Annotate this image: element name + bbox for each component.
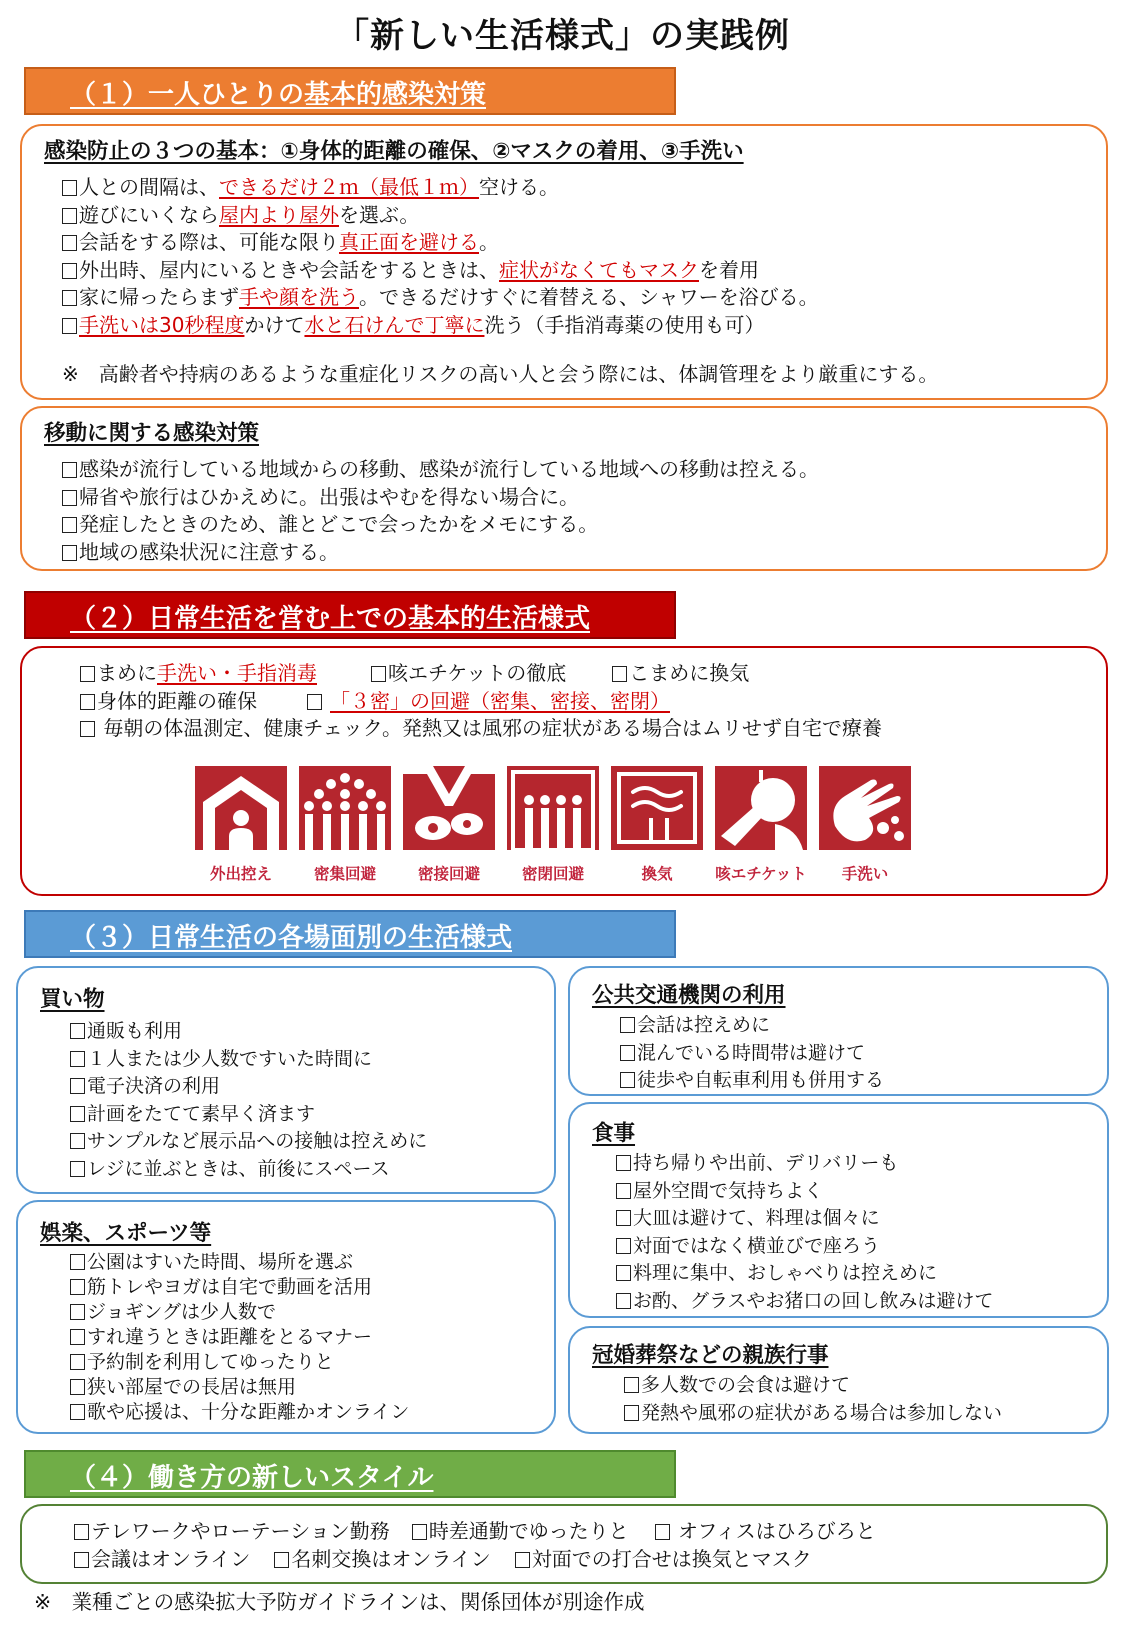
list-item: レジに並ぶときは、前後にスペース bbox=[70, 1156, 427, 1184]
checkbox[interactable] bbox=[80, 666, 95, 682]
section2-band bbox=[24, 591, 676, 639]
handwashing-icon bbox=[819, 766, 911, 850]
checkbox[interactable] bbox=[307, 694, 322, 710]
leisure-list bbox=[70, 1250, 409, 1425]
list-item: 手洗いは30秒程度かけて水と石けんで丁寧に洗う（手指消毒薬の使用も可） bbox=[62, 312, 819, 340]
work-style-list bbox=[74, 1518, 876, 1573]
list-item: 会話は控えめに bbox=[620, 1012, 884, 1040]
checkbox[interactable] bbox=[80, 721, 95, 737]
footnote: ※ 業種ごとの感染拡大予防ガイドラインは、関係団体が別途作成 bbox=[34, 1590, 645, 1614]
section4-band bbox=[24, 1450, 676, 1498]
list-item: 混んでいる時間帯は避けて bbox=[620, 1040, 884, 1068]
checkbox[interactable] bbox=[62, 208, 77, 224]
travel-list bbox=[62, 456, 819, 566]
transit-box bbox=[568, 966, 1109, 1096]
checkbox[interactable] bbox=[616, 1210, 631, 1226]
checkbox[interactable] bbox=[616, 1238, 631, 1254]
travel-box bbox=[20, 406, 1108, 571]
checkbox[interactable] bbox=[62, 517, 77, 533]
icon-label: 密集回避 bbox=[313, 865, 376, 883]
checkbox[interactable] bbox=[62, 235, 77, 251]
list-item: 発熱や風邪の症状がある場合は参加しない bbox=[624, 1400, 1002, 1428]
checkbox[interactable] bbox=[70, 1078, 85, 1094]
list-item: 発症したときのため、誰とどこで会ったかをメモにする。 bbox=[62, 511, 819, 539]
basic-lifestyle-box bbox=[20, 646, 1108, 896]
basics-note: ※ 高齢者や持病のあるような重症化リスクの高い人と会う際には、体調管理をより厳重にする。 bbox=[62, 362, 939, 386]
list-item: テレワークやローテーション勤務 時差通勤でゆったりと オフィスはひろびろと bbox=[74, 1518, 876, 1546]
checkbox[interactable] bbox=[70, 1279, 85, 1295]
list-item: 電子決済の利用 bbox=[70, 1073, 427, 1101]
checkbox[interactable] bbox=[624, 1377, 639, 1393]
list-item: 多人数での会食は避けて bbox=[624, 1372, 1002, 1400]
leisure-heading: 娯楽、スポーツ等 bbox=[40, 1221, 212, 1246]
basics-box bbox=[20, 124, 1108, 400]
list-item: 感染が流行している地域からの移動、感染が流行している地域への移動は控える。 bbox=[62, 456, 819, 484]
ceremonies-heading: 冠婚葬祭などの親族行事 bbox=[592, 1343, 829, 1368]
list-item: １人または少人数ですいた時間に bbox=[70, 1046, 427, 1074]
list-item: 徒歩や自転車利用も併用する bbox=[620, 1067, 884, 1095]
basics-list bbox=[62, 174, 819, 339]
checkbox[interactable] bbox=[70, 1304, 85, 1320]
list-item: 予約制を利用してゆったりと bbox=[70, 1350, 409, 1375]
icon-label: 密接回避 bbox=[417, 865, 480, 883]
checkbox[interactable] bbox=[274, 1552, 289, 1568]
list-item: ジョギングは少人数で bbox=[70, 1300, 409, 1325]
ventilation-icon bbox=[611, 766, 703, 850]
checkbox[interactable] bbox=[70, 1133, 85, 1149]
basic-lifestyle-list bbox=[80, 660, 882, 743]
list-item: 公園はすいた時間、場所を選ぶ bbox=[70, 1250, 409, 1275]
list-item: 屋外空間で気持ちよく bbox=[616, 1178, 993, 1206]
travel-heading: 移動に関する感染対策 bbox=[44, 421, 260, 446]
list-item: 外出時、屋内にいるときや会話をするときは、症状がなくてもマスクを着用 bbox=[62, 257, 819, 285]
section4-title: （４）働き方の新しいスタイル bbox=[70, 1463, 434, 1493]
list-item: 大皿は避けて、料理は個々に bbox=[616, 1205, 993, 1233]
icon-label: 外出控え bbox=[209, 865, 272, 883]
list-item: 遊びにいくなら屋内より屋外を選ぶ。 bbox=[62, 202, 819, 230]
checkbox[interactable] bbox=[616, 1183, 631, 1199]
checkbox[interactable] bbox=[80, 694, 95, 710]
ceremonies-box bbox=[568, 1326, 1109, 1434]
checkbox[interactable] bbox=[74, 1524, 89, 1540]
icon-label: 咳エチケット bbox=[715, 865, 807, 883]
checkbox[interactable] bbox=[62, 318, 77, 334]
icon-label: 換気 bbox=[641, 865, 673, 883]
checkbox[interactable] bbox=[70, 1051, 85, 1067]
checkbox[interactable] bbox=[70, 1379, 85, 1395]
list-item: 歌や応援は、十分な距離かオンライン bbox=[70, 1400, 409, 1425]
checkbox[interactable] bbox=[612, 666, 627, 682]
checkbox[interactable] bbox=[515, 1552, 530, 1568]
list-item: すれ違うときは距離をとるマナー bbox=[70, 1325, 409, 1350]
checkbox[interactable] bbox=[620, 1072, 635, 1088]
checkbox[interactable] bbox=[62, 490, 77, 506]
list-item: お酌、グラスやお猪口の回し飲みは避けて bbox=[616, 1288, 993, 1316]
list-item: 通販も利用 bbox=[70, 1018, 427, 1046]
checkbox[interactable] bbox=[70, 1404, 85, 1420]
list-item: 地域の感染状況に注意する。 bbox=[62, 539, 819, 567]
list-item: 人との間隔は、できるだけ２ｍ（最低１ｍ）空ける。 bbox=[62, 174, 819, 202]
list-item: 会議はオンライン 名刺交換はオンライン 対面での打合せは換気とマスク bbox=[74, 1546, 876, 1574]
shopping-heading: 買い物 bbox=[40, 987, 105, 1012]
work-style-box bbox=[20, 1504, 1108, 1584]
avoid-crowds-icon bbox=[299, 766, 391, 850]
shopping-list bbox=[70, 1018, 427, 1183]
section3-title: （３）日常生活の各場面別の生活様式 bbox=[70, 923, 513, 953]
list-item: 身体的距離の確保 「３密」の回避（密集、密接、密閉） bbox=[80, 688, 882, 716]
checkbox[interactable] bbox=[70, 1329, 85, 1345]
checkbox[interactable] bbox=[620, 1045, 635, 1061]
checkbox[interactable] bbox=[616, 1293, 631, 1309]
checkbox[interactable] bbox=[412, 1524, 427, 1540]
icon-label: 手洗い bbox=[841, 865, 889, 883]
section1-title: （１）一人ひとりの基本的感染対策 bbox=[70, 80, 487, 110]
checkbox[interactable] bbox=[62, 462, 77, 478]
icon-label: 密閉回避 bbox=[521, 865, 584, 883]
section3-band bbox=[24, 910, 676, 958]
list-item: 狭い部屋での長居は無用 bbox=[70, 1375, 409, 1400]
meals-box bbox=[568, 1102, 1109, 1318]
avoid-closed-spaces-icon bbox=[507, 766, 599, 850]
list-item: 筋トレやヨガは自宅で動画を活用 bbox=[70, 1275, 409, 1300]
list-item: 帰省や旅行はひかえめに。出張はやむを得ない場合に。 bbox=[62, 484, 819, 512]
basics-heading: 感染防止の３つの基本：①身体的距離の確保、②マスクの着用、③手洗い bbox=[44, 139, 744, 164]
section1-band bbox=[24, 67, 676, 115]
checkbox[interactable] bbox=[70, 1354, 85, 1370]
page-title: 「新しい生活様式」の実践例 bbox=[335, 16, 790, 56]
list-item: 持ち帰りや出前、デリバリーも bbox=[616, 1150, 993, 1178]
checkbox[interactable] bbox=[620, 1017, 635, 1033]
transit-heading: 公共交通機関の利用 bbox=[592, 983, 786, 1008]
checkbox[interactable] bbox=[70, 1254, 85, 1270]
list-item: 計画をたてて素早く済ます bbox=[70, 1101, 427, 1129]
list-item: 対面ではなく横並びで座ろう bbox=[616, 1233, 993, 1261]
checkbox[interactable] bbox=[655, 1524, 670, 1540]
list-item: 料理に集中、おしゃべりは控えめに bbox=[616, 1260, 993, 1288]
list-item: まめに手洗い・手指消毒 咳エチケットの徹底 こまめに換気 bbox=[80, 660, 882, 688]
checkbox[interactable] bbox=[62, 545, 77, 561]
checkbox[interactable] bbox=[616, 1155, 631, 1171]
list-item: サンプルなど展示品への接触は控えめに bbox=[70, 1128, 427, 1156]
checkbox[interactable] bbox=[70, 1161, 85, 1177]
checkbox[interactable] bbox=[62, 180, 77, 196]
transit-list bbox=[620, 1012, 884, 1095]
avoid-close-contact-icon bbox=[403, 766, 495, 850]
list-item: 家に帰ったらまず手や顔を洗う。できるだけすぐに着替える、シャワーを浴びる。 bbox=[62, 284, 819, 312]
list-item: 毎朝の体温測定、健康チェック。発熱又は風邪の症状がある場合はムリせず自宅で療養 bbox=[80, 715, 882, 743]
list-item: 会話をする際は、可能な限り真正面を避ける。 bbox=[62, 229, 819, 257]
meals-heading: 食事 bbox=[592, 1121, 636, 1146]
stay-home-icon bbox=[195, 766, 287, 850]
section2-title: （２）日常生活を営む上での基本的生活様式 bbox=[70, 604, 591, 634]
leisure-box bbox=[16, 1200, 556, 1434]
ceremonies-list bbox=[624, 1372, 1002, 1427]
meals-list bbox=[616, 1150, 993, 1315]
checkbox[interactable] bbox=[62, 263, 77, 279]
checkbox[interactable] bbox=[371, 666, 386, 682]
checkbox[interactable] bbox=[624, 1405, 639, 1421]
checkbox[interactable] bbox=[70, 1023, 85, 1039]
cough-etiquette-icon bbox=[715, 766, 807, 850]
checkbox[interactable] bbox=[62, 290, 77, 306]
checkbox[interactable] bbox=[616, 1265, 631, 1281]
shopping-box bbox=[16, 966, 556, 1194]
checkbox[interactable] bbox=[74, 1552, 89, 1568]
checkbox[interactable] bbox=[70, 1106, 85, 1122]
